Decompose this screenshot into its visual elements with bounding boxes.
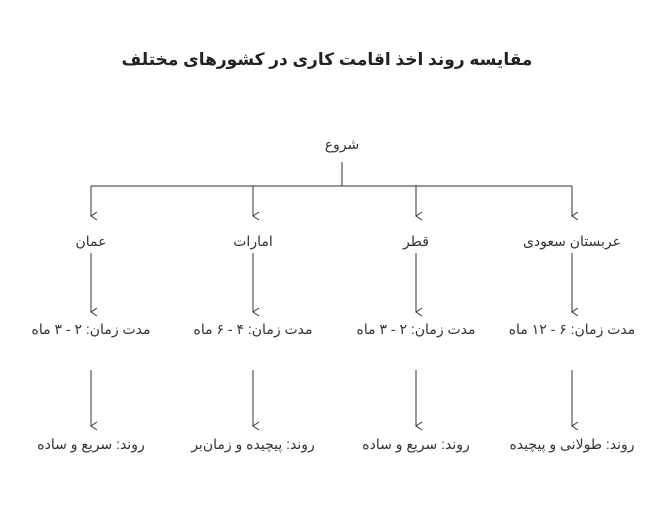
root-node-start: شروع [324,136,360,152]
duration-node-oman: مدت زمان: ۲ - ۳ ماه [31,321,151,337]
duration-node-saudi-arabia: مدت زمان: ۶ - ۱۲ ماه [508,321,636,337]
process-node-saudi-arabia: روند: طولانی و پیچیده [509,436,635,452]
diagram-title: مقایسه روند اخذ اقامت کاری در کشورهای مختلف [121,50,533,69]
duration-node-qatar: مدت زمان: ۲ - ۳ ماه [356,321,476,337]
country-node-qatar: قطر [403,233,429,249]
process-node-qatar: روند: سریع و ساده [362,436,470,452]
process-node-oman: روند: سریع و ساده [37,436,145,452]
process-node-uae: روند: پیچیده و زمان‌بر [191,436,315,452]
duration-node-uae: مدت زمان: ۴ - ۶ ماه [193,321,313,337]
country-node-oman: عمان [75,233,107,249]
country-node-saudi-arabia: عربستان سعودی [522,233,622,249]
country-node-uae: امارات [233,233,273,249]
